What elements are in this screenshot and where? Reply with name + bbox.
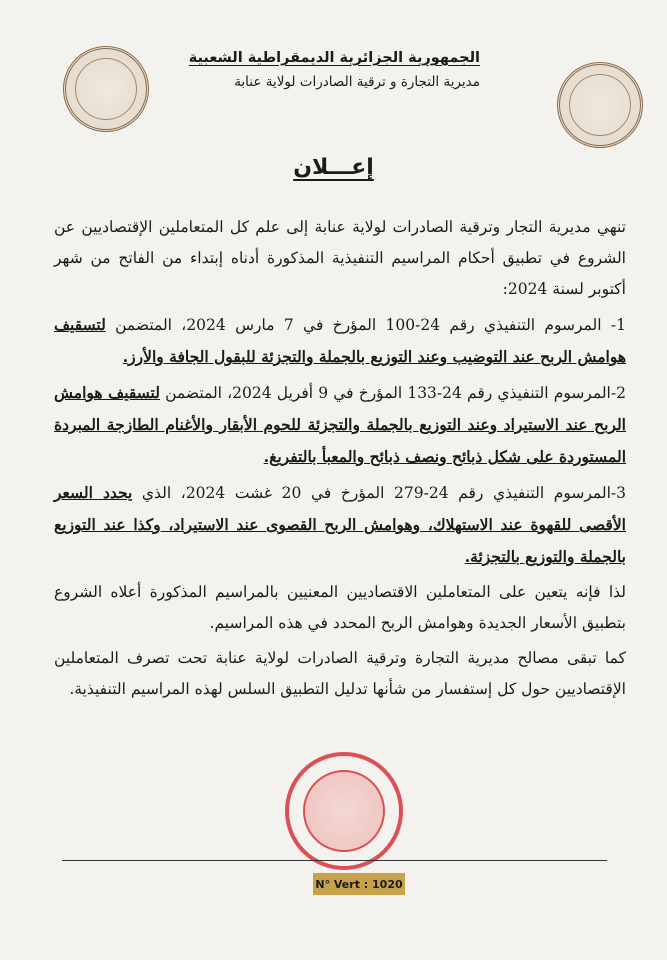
decree-item-lead: 2-المرسوم التنفيذي رقم 24-133 المؤرخ في 9 أفريل 2024، المتضمن <box>159 384 626 402</box>
footer-divider <box>62 860 607 861</box>
document-header <box>150 50 480 90</box>
decree-item-3 <box>54 477 626 573</box>
signature-mark <box>85 850 125 872</box>
announcement-body <box>54 212 626 709</box>
page-title <box>0 155 667 180</box>
republic-title: الجمهورية الجزائرية الديمقراطية الشعبية <box>188 50 480 66</box>
seal-emblem <box>569 74 631 136</box>
toll-free-number: N° Vert : 1020 <box>313 873 405 895</box>
decree-item-lead: 3-المرسوم التنفيذي رقم 24-279 المؤرخ في 20 غشت 2024، الذي <box>132 484 626 502</box>
decree-item-lead: 1- المرسوم التنفيذي رقم 24-100 المؤرخ في 7 مارس 2024، المتضمن <box>105 316 626 334</box>
decree-item-emphasis: لتسقيف هوامش الربح عند الاستيراد وعند التوزيع بالجملة والتجزئة للحوم الأبقار والأغنام الطازجة المبردة المستوردة على شكل ذبائح ونصف ذبائح والمعبأ بالتفريغ. <box>54 383 626 466</box>
decree-item-2 <box>54 377 626 473</box>
stamp-emblem <box>303 770 385 852</box>
availability-paragraph: كما تبقى مصالح مديرية التجارة وترقية الصادرات لولاية عنابة تحت تصرف المتعاملين الإقتصاديين حول كل إستفسار من شأنها تدليل التطبيق السلس لهذه المراسيم التنفيذية. <box>54 649 626 698</box>
directorate-title: مديرية التجارة و ترقية الصادرات لولاية عنابة <box>234 74 480 90</box>
decree-item-1 <box>54 309 626 373</box>
announcement-title: إعـــلان <box>293 155 374 180</box>
official-seal-right <box>557 62 643 148</box>
decree-item-emphasis: لتسقيف هوامش الربح عند التوضيب وعند التوزيع بالجملة والتجزئة للبقول الجافة والأرز. <box>54 315 626 366</box>
seal-emblem <box>75 58 137 120</box>
official-stamp <box>285 752 403 870</box>
obligation-paragraph: لذا فإنه يتعين على المتعاملين الاقتصاديين المعنيين بالمراسيم المذكورة أعلاه الشروع بتطبيق الأسعار الجديدة وهوامش الربح المحدد في هذه المراسيم. <box>54 583 626 632</box>
intro-paragraph: تنهي مديرية التجار وترقية الصادرات لولاية عنابة إلى علم كل المتعاملين الإقتصاديين عن الشروع في تطبيق أحكام المراسيم التنفيذية المذكورة أدناه إبتداء من الفاتح من شهر أكتوبر لسنة 2024: <box>54 218 626 298</box>
official-seal-left <box>63 46 149 132</box>
decree-item-emphasis: يحدد السعر الأقصى للقهوة عند الاستهلاك، وهوامش الربح القصوى عند الاستيراد، وكذا عند التوزيع بالجملة والتوزيع بالتجزئة. <box>54 483 626 566</box>
